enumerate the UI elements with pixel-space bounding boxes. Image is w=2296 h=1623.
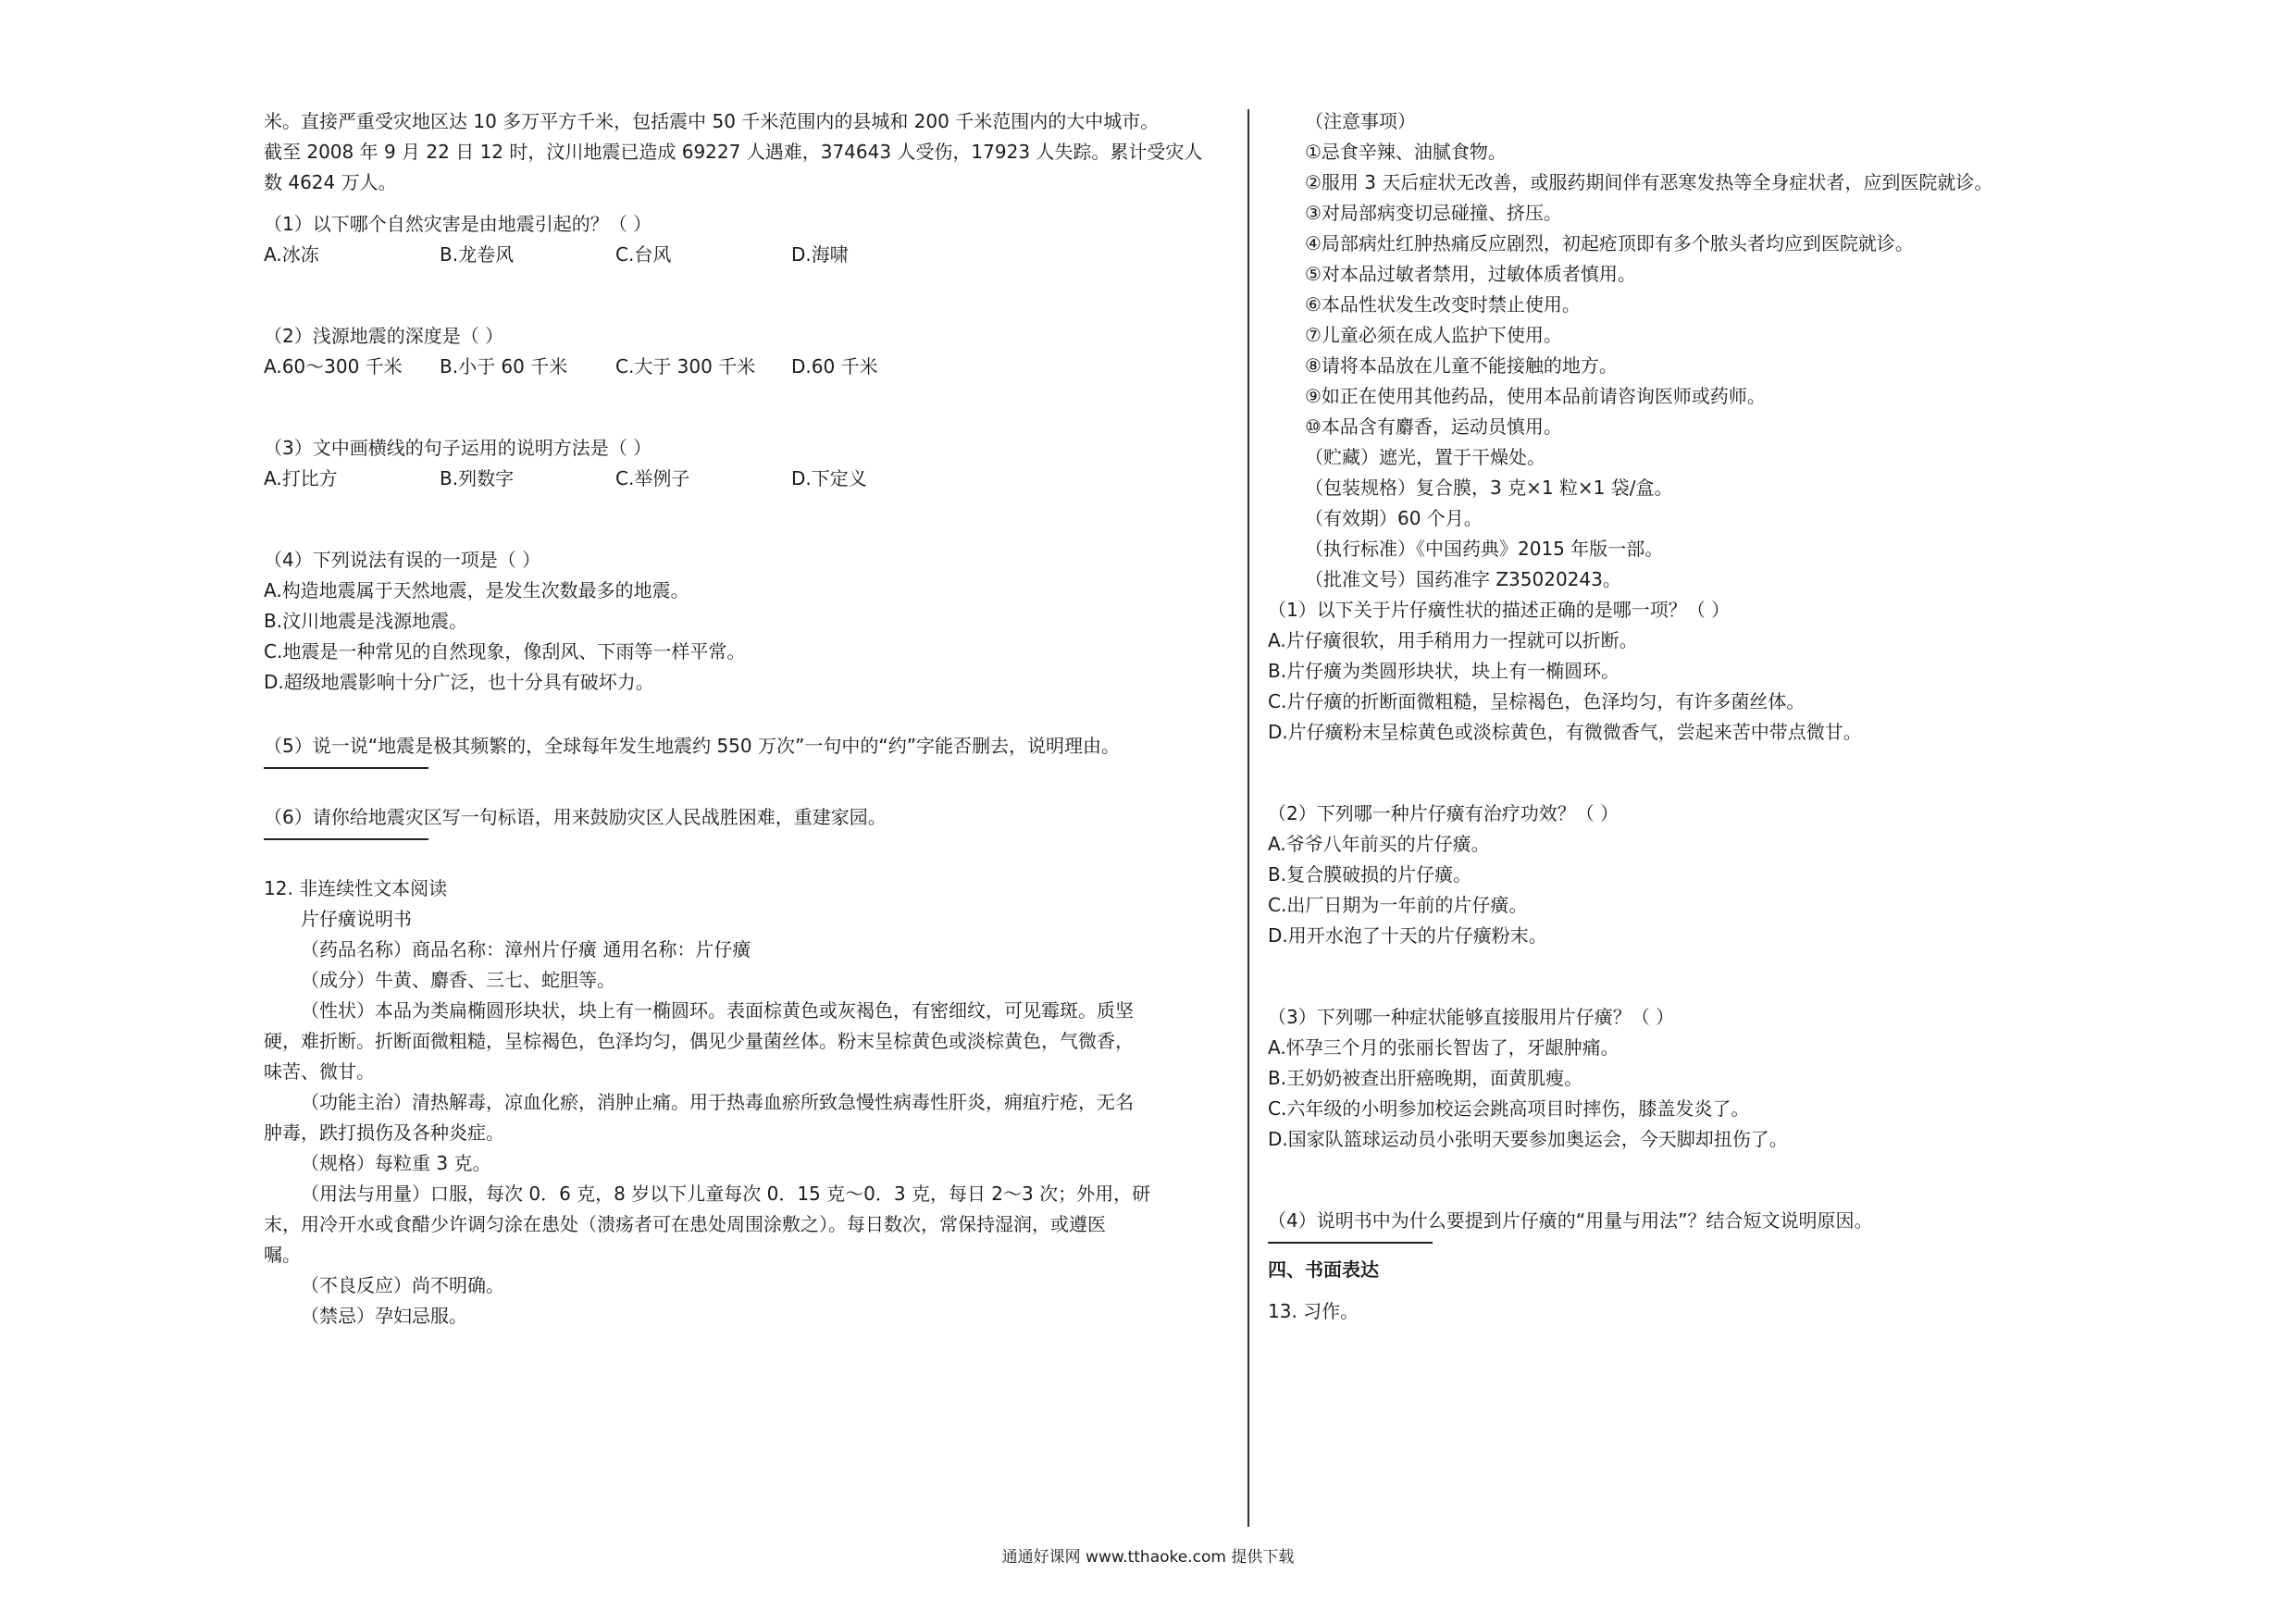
option-a: A.冰冻 — [264, 243, 319, 266]
option-d: D.用开水泡了十天的片仔癀粉末。 — [1268, 924, 1547, 947]
option-b: B.龙卷风 — [440, 243, 515, 266]
leaflet-line: 嘱。 — [264, 1244, 301, 1266]
right-question-3 — [1268, 1002, 2101, 1155]
leaflet-title: 片仔癀说明书 — [301, 908, 412, 930]
notes-line: ⑩本品含有麝香，运动员慎用。 — [1305, 415, 1562, 438]
notes-line: ⑥本品性状发生改变时禁止使用。 — [1305, 293, 1581, 316]
leaflet-line: 肿毒，跌打损伤及各种炎症。 — [264, 1121, 504, 1144]
leaflet-line: （功能主治）清热解毒，凉血化瘀，消肿止痛。用于热毒血瘀所致急慢性病毒性肝炎，痈疽疔疮，无名 — [301, 1091, 1134, 1113]
question-5 — [264, 731, 1226, 769]
notes-line: ⑧请将本品放在儿童不能接触的地方。 — [1305, 354, 1618, 377]
intro-line: 截至 2008 年 9 月 22 日 12 时，汶川地震已造成 69227 人遇难，374643 人受伤，17923 人失踪。累计受灾人 — [264, 141, 1203, 163]
option-c: C.六年级的小明参加校运会跳高项目时摔伤，膝盖发炎了。 — [1268, 1097, 1750, 1120]
notes-line: （有效期）60 个月。 — [1305, 507, 1483, 529]
options-row — [264, 352, 1226, 382]
question-text: （1）以下关于片仔癀性状的描述正确的是哪一项？（ ） — [1268, 599, 1731, 621]
leaflet-body — [264, 935, 1226, 1332]
option-a: A.打比方 — [264, 467, 338, 489]
notes-line: （执行标准）《中国药典》2015 年版一部。 — [1305, 538, 1664, 560]
option-d: D.片仔癀粉末呈棕黄色或淡棕黄色，有微微香气，尝起来苦中带点微甘。 — [1268, 721, 1862, 743]
question-1 — [264, 209, 1226, 270]
leaflet-line: （不良反应）尚不明确。 — [301, 1274, 504, 1296]
option-a: A.怀孕三个月的张丽长智齿了，牙龈肿痛。 — [1268, 1036, 1620, 1059]
option-b: B.小于 60 千米 — [440, 355, 568, 378]
notes-line: （注意事项） — [1305, 110, 1416, 132]
leaflet-line: 末，用冷开水或食醋少许调匀涂在患处（溃疡者可在患处周围涂敷之）。每日数次，常保持湿润，或遵医 — [264, 1213, 1106, 1235]
leaflet-line: （用法与用量）口服，每次 0．6 克，8 岁以下儿童每次 0．15 克～0．3 克，每日 2～3 次；外用，研 — [301, 1183, 1151, 1205]
leaflet-line: （禁忌）孕妇忌服。 — [301, 1305, 467, 1327]
notes-line: （批准文号）国药准字 Z35020243。 — [1305, 568, 1621, 590]
option-d: D.国家队篮球运动员小张明天要参加奥运会，今天脚却扭伤了。 — [1268, 1128, 1788, 1150]
notes-line: ③对局部病变切忌碰撞、挤压。 — [1305, 202, 1562, 224]
option-d: D.下定义 — [791, 467, 867, 489]
question-2 — [264, 321, 1226, 382]
notes-line: ⑦儿童必须在成人监护下使用。 — [1305, 324, 1562, 346]
question-text: （4）下列说法有误的一项是（ ） — [264, 549, 541, 571]
question-3 — [264, 433, 1226, 494]
page-footer: 通通好课网 www.tthaoke.com 提供下载 — [1001, 1548, 1295, 1567]
notes-line: （贮藏）遮光，置于干燥处。 — [1305, 446, 1545, 468]
leaflet-line: （性状）本品为类扁椭圆形块状，块上有一椭圆环。表面棕黄色或灰褐色，有密细纹，可见霉斑。质坚 — [301, 999, 1134, 1022]
left-column — [264, 106, 1226, 1332]
option-c: C.出厂日期为一年前的片仔癀。 — [1268, 894, 1528, 916]
notes-line: ④局部病灶红肿热痛反应剧烈，初起疮顶即有多个脓头者均应到医院就诊。 — [1305, 232, 1914, 254]
notes-line: ⑨如正在使用其他药品，使用本品前请咨询医师或药师。 — [1305, 385, 1766, 407]
option-a: A.构造地震属于天然地震，是发生次数最多的地震。 — [264, 579, 689, 601]
leaflet-line: （药品名称）商品名称：漳州片仔癀 通用名称：片仔癀 — [301, 938, 751, 960]
options-row — [264, 240, 1226, 270]
column-divider — [1247, 109, 1249, 1527]
option-b: B.列数字 — [440, 467, 515, 489]
question-text: （3）文中画横线的句子运用的说明方法是（ ） — [264, 437, 652, 459]
leaflet-line: （规格）每粒重 3 克。 — [301, 1152, 491, 1174]
question-text: （3）下列哪一种症状能够直接服用片仔癀？（ ） — [1268, 1006, 1675, 1028]
notes-line: ⑤对本品过敏者禁用，过敏体质者慎用。 — [1305, 263, 1636, 285]
question-text: （6）请你给地震灾区写一句标语，用来鼓励灾区人民战胜困难，重建家园。 — [264, 806, 887, 828]
option-c: C.举例子 — [615, 467, 690, 489]
options-row — [264, 464, 1226, 494]
right-question-2 — [1268, 799, 2101, 951]
notes-line: ②服用 3 天后症状无改善，或服药期间伴有恶寒发热等全身症状者，应到医院就诊。 — [1305, 171, 1993, 193]
option-c: C.大于 300 千米 — [615, 355, 756, 378]
notes-line: ①忌食辛辣、油腻食物。 — [1305, 141, 1507, 163]
question-text: （2）浅源地震的深度是（ ） — [264, 325, 504, 347]
question-6 — [264, 802, 1226, 840]
question-text: （2）下列哪一种片仔癀有治疗功效？（ ） — [1268, 802, 1620, 824]
leaflet-line: 味苦、微甘。 — [264, 1060, 375, 1083]
intro-paragraph — [264, 106, 1226, 198]
notes-line: （包装规格）复合膜，3 克×1 粒×1 袋/盒。 — [1305, 477, 1673, 499]
option-d: D.超级地震影响十分广泛，也十分具有破坏力。 — [264, 671, 654, 693]
intro-line: 米。直接严重受灾地区达 10 多万平方千米，包括震中 50 千米范围内的县城和 200 千米范围内的大中城市。 — [264, 110, 1160, 132]
question-text: （1）以下哪个自然灾害是由地震引起的？（ ） — [264, 213, 652, 235]
right-column — [1268, 106, 2101, 1327]
right-question-4 — [1268, 1206, 2101, 1244]
section-12 — [264, 873, 1226, 1332]
option-c: C.地震是一种常见的自然现象，像刮风、下雨等一样平常。 — [264, 640, 746, 663]
option-b: B.王奶奶被查出肝癌晚期，面黄肌瘦。 — [1268, 1067, 1583, 1089]
option-d: D.海啸 — [791, 243, 849, 266]
question-text: （4）说明书中为什么要提到片仔癀的“用量与用法”？结合短文说明原因。 — [1268, 1209, 1873, 1232]
leaflet-line: 硬，难折断。折断面微粗糙，呈棕褐色，色泽均匀，偶见少量菌丝体。粉末呈棕黄色或淡棕黄色，气微香， — [264, 1030, 1134, 1052]
option-d: D.60 千米 — [791, 355, 878, 378]
question-text: （5）说一说“地震是极其频繁的，全球每年发生地震约 550 万次”一句中的“约”字能否删去，说明理由。 — [264, 735, 1121, 757]
option-b: B.复合膜破损的片仔癀。 — [1268, 863, 1472, 886]
section-heading: 12. 非连续性文本阅读 — [264, 877, 448, 899]
option-a: A.片仔癀很软，用手稍用力一捏就可以折断。 — [1268, 629, 1638, 651]
notes-block — [1268, 106, 2101, 595]
option-b: B.汶川地震是浅源地震。 — [264, 610, 468, 632]
option-a: A.爷爷八年前买的片仔癀。 — [1268, 833, 1490, 855]
intro-line: 数 4624 万人。 — [264, 171, 397, 193]
right-question-1 — [1268, 595, 2101, 748]
section-heading: 四、书面表达 — [1268, 1258, 1379, 1281]
question-13: 13. 习作。 — [1268, 1300, 1359, 1322]
option-c: C.台风 — [615, 243, 672, 266]
option-b: B.片仔癀为类圆形块状，块上有一椭圆环。 — [1268, 660, 1620, 682]
question-4 — [264, 545, 1226, 698]
option-c: C.片仔癀的折断面微粗糙，呈棕褐色，色泽均匀，有许多菌丝体。 — [1268, 690, 1806, 712]
option-a: A.60～300 千米 — [264, 355, 403, 378]
leaflet-line: （成分）牛黄、麝香、三七、蛇胆等。 — [301, 969, 615, 991]
